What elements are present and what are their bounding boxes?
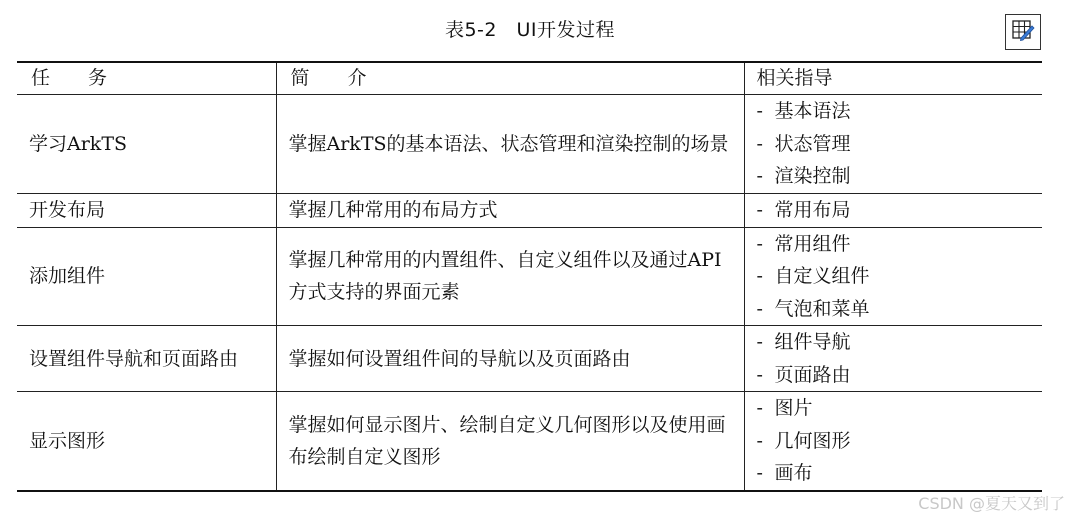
table-row	[17, 95, 1042, 194]
guide-item[interactable]	[757, 425, 1031, 458]
guide-link[interactable]: 状态管理	[774, 132, 851, 155]
intro-cell: 掌握如何显示图片、绘制自定义几何图形以及使用画布绘制自定义图形	[276, 392, 744, 491]
guide-link[interactable]: 基本语法	[774, 100, 851, 123]
guide-link[interactable]: 页面路由	[774, 363, 851, 386]
guide-link[interactable]: 几何图形	[774, 429, 851, 452]
table-row	[17, 392, 1042, 491]
task-cell: 显示图形	[17, 392, 276, 491]
guide-cell	[744, 227, 1042, 326]
table-row	[17, 326, 1042, 392]
guide-item[interactable]	[757, 359, 1031, 392]
guide-cell	[744, 326, 1042, 392]
bullet: -	[756, 199, 763, 221]
guide-link[interactable]: 气泡和菜单	[774, 297, 870, 320]
table-edit-icon	[1011, 18, 1035, 46]
table-header-row	[17, 62, 1042, 95]
task-cell: 设置组件导航和页面路由	[17, 326, 276, 392]
intro-cell: 掌握几种常用的布局方式	[276, 194, 744, 228]
bullet: -	[756, 462, 763, 484]
table-caption: 表5-2 UI开发过程	[444, 19, 616, 41]
guide-item[interactable]	[757, 95, 1031, 128]
guide-item[interactable]	[757, 260, 1031, 293]
guide-link[interactable]: 自定义组件	[774, 265, 870, 287]
watermark: CSDN @夏天又到了	[918, 494, 1065, 513]
header-intro: 简 介	[276, 62, 744, 95]
guide-item[interactable]	[757, 194, 1031, 227]
intro-cell: 掌握几种常用的内置组件、自定义组件以及通过API方式支持的界面元素	[276, 227, 744, 326]
intro-cell: 掌握ArkTS的基本语法、状态管理和渲染控制的场景	[276, 95, 744, 194]
dev-process-table	[17, 61, 1042, 492]
bullet: -	[756, 100, 763, 123]
bullet: -	[756, 429, 763, 452]
header-guide: 相关指导	[744, 62, 1042, 95]
guide-item[interactable]	[757, 128, 1031, 161]
guide-cell	[744, 194, 1042, 228]
guide-item[interactable]	[757, 457, 1031, 490]
table-row	[17, 194, 1042, 228]
guide-link[interactable]: 组件导航	[774, 331, 851, 353]
table-row	[17, 227, 1042, 326]
bullet: -	[756, 132, 763, 155]
guide-item[interactable]	[757, 228, 1031, 261]
task-cell: 添加组件	[17, 227, 276, 326]
intro-cell: 掌握如何设置组件间的导航以及页面路由	[276, 326, 744, 392]
guide-link[interactable]: 渲染控制	[774, 165, 851, 188]
bullet: -	[756, 331, 763, 353]
guide-item[interactable]	[757, 160, 1031, 193]
guide-cell	[744, 392, 1042, 491]
bullet: -	[756, 363, 763, 386]
guide-item[interactable]	[757, 392, 1031, 425]
table-edit-button[interactable]	[1005, 14, 1041, 50]
guide-link[interactable]: 常用布局	[774, 199, 851, 221]
guide-item[interactable]	[757, 293, 1031, 326]
task-cell: 学习ArkTS	[17, 95, 276, 194]
bullet: -	[756, 297, 763, 320]
guide-link[interactable]: 图片	[774, 397, 813, 419]
guide-link[interactable]: 常用组件	[774, 232, 851, 255]
bullet: -	[756, 265, 763, 287]
bullet: -	[756, 397, 763, 419]
guide-cell	[744, 95, 1042, 194]
task-cell: 开发布局	[17, 194, 276, 228]
guide-item[interactable]	[757, 326, 1031, 359]
guide-link[interactable]: 画布	[774, 462, 813, 484]
bullet: -	[756, 232, 763, 255]
bullet: -	[756, 165, 763, 188]
header-task: 任 务	[17, 62, 276, 95]
